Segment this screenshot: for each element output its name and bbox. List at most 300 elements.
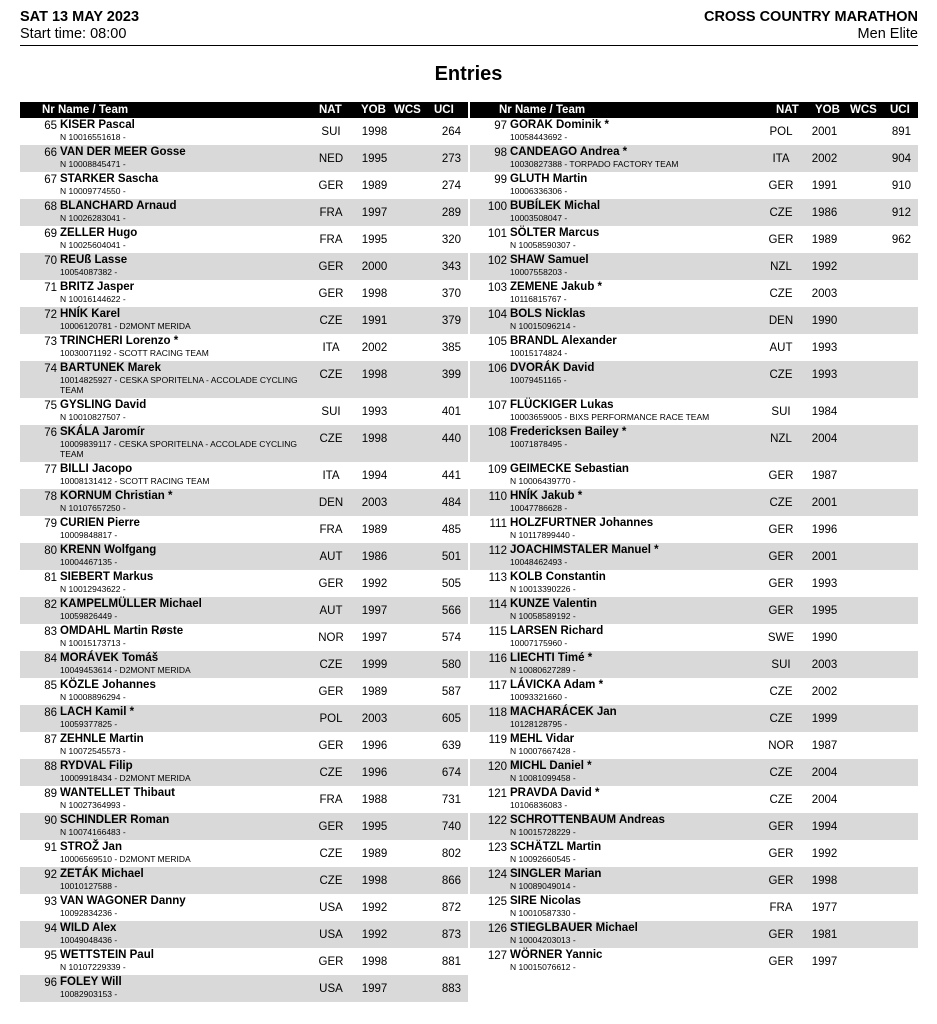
rider-name: ZELLER Hugo	[60, 227, 138, 239]
rider-uci-rank: 587	[441, 686, 461, 698]
table-row	[20, 651, 468, 678]
rider-name: LARSEN Richard	[510, 625, 604, 637]
rider-uci-rank: 385	[441, 342, 461, 354]
rider-nationality: GER	[318, 288, 344, 300]
rider-uci-id-team: 10003508047 -	[510, 213, 568, 223]
table-row	[470, 425, 918, 462]
rider-year-of-birth: 1994	[811, 821, 838, 833]
rider-nationality: DEN	[318, 497, 344, 509]
entry-number: 102	[487, 255, 507, 267]
entry-number: 118	[488, 707, 507, 719]
rider-uci-id-team: 10058443692 -	[510, 132, 568, 142]
table-row	[20, 867, 468, 894]
rider-name: KÖZLE Johannes	[60, 679, 156, 691]
rider-uci-id-team: 10014825927 - CESKA SPORITELNA - ACCOLADE CYCLING TEAM	[60, 375, 298, 395]
rider-uci-rank: 605	[441, 713, 461, 725]
entry-number: 113	[488, 572, 507, 584]
rider-name: LÁVICKA Adam *	[510, 679, 604, 691]
rider-uci-id-team: N 10025604041 -	[60, 240, 126, 250]
header-left	[20, 9, 139, 43]
entry-number: 111	[489, 518, 507, 530]
entries-table-right	[470, 102, 918, 975]
table-row	[20, 307, 468, 334]
entry-number: 97	[494, 120, 507, 132]
rider-nationality: GER	[768, 821, 794, 833]
rider-uci-rank: 484	[441, 497, 461, 509]
table-row	[470, 732, 918, 759]
entry-number: 122	[487, 815, 507, 827]
entry-number: 108	[487, 427, 507, 439]
entry-number: 120	[487, 761, 507, 773]
rider-uci-rank: 566	[441, 605, 461, 617]
rider-nationality: GER	[768, 929, 794, 941]
rider-nationality: GER	[768, 551, 794, 563]
table-row	[470, 398, 918, 425]
rider-name: GLUTH Martin	[510, 173, 588, 185]
rider-year-of-birth: 1998	[361, 369, 388, 381]
rider-nationality: FRA	[319, 794, 343, 806]
rider-uci-id-team: 10128128795 -	[510, 719, 568, 729]
entry-number: 110	[488, 491, 507, 503]
rider-year-of-birth: 1989	[361, 180, 388, 192]
rider-uci-id-team: 10009848817 -	[60, 530, 118, 540]
rider-year-of-birth: 1995	[361, 153, 388, 165]
rider-uci-id-team: N 10089049014 -	[510, 881, 576, 891]
rider-year-of-birth: 1999	[361, 659, 388, 671]
table-row	[470, 361, 918, 398]
entry-number: 69	[44, 228, 57, 240]
entry-number: 83	[44, 626, 57, 638]
rider-nationality: CZE	[319, 848, 343, 860]
rider-name: DVORÁK David	[510, 362, 595, 374]
header-nr-name: Nr Name / Team	[499, 104, 586, 116]
rider-year-of-birth: 1996	[361, 740, 388, 752]
rider-uci-id-team: 10082903153 -	[60, 989, 118, 999]
rider-name: KAMPELMÜLLER Michael	[60, 598, 202, 610]
table-row	[20, 975, 468, 1002]
rider-nationality: SUI	[771, 406, 791, 418]
rider-year-of-birth: 1999	[811, 713, 838, 725]
rider-uci-id-team: 10008131412 - SCOTT RACING TEAM	[60, 476, 210, 486]
rider-name: PRAVDA David *	[510, 787, 600, 799]
rider-name: FLÜCKIGER Lukas	[510, 399, 614, 411]
rider-uci-rank: 639	[441, 740, 461, 752]
table-row	[20, 948, 468, 975]
entry-number: 107	[487, 400, 507, 412]
entry-number: 82	[44, 599, 57, 611]
rider-nationality: FRA	[769, 902, 793, 914]
table-header	[470, 102, 918, 118]
table-row	[470, 516, 918, 543]
rider-year-of-birth: 1995	[811, 605, 838, 617]
table-row	[470, 226, 918, 253]
rider-nationality: GER	[768, 524, 794, 536]
header-yob: YOB	[815, 104, 840, 116]
rider-uci-rank: 802	[441, 848, 461, 860]
rider-year-of-birth: 1992	[361, 902, 388, 914]
table-row	[20, 489, 468, 516]
rider-name: STROŽ Jan	[60, 841, 122, 853]
rider-year-of-birth: 1995	[361, 821, 388, 833]
entry-number: 119	[488, 734, 507, 746]
rider-uci-id-team: N 10007667428 -	[510, 746, 576, 756]
rider-nationality: USA	[319, 929, 343, 941]
entry-number: 100	[487, 201, 507, 213]
rider-year-of-birth: 1993	[811, 578, 838, 590]
table-row	[20, 705, 468, 732]
rider-uci-id-team: N 10107657250 -	[60, 503, 126, 513]
rider-uci-id-team: 10092834236 -	[60, 908, 118, 918]
rider-nationality: GER	[768, 234, 794, 246]
rider-uci-rank: 731	[441, 794, 461, 806]
rider-year-of-birth: 1993	[361, 406, 388, 418]
entry-number: 90	[44, 815, 57, 827]
rider-name: SCHINDLER Roman	[60, 814, 170, 826]
rider-name: MICHL Daniel *	[510, 760, 592, 772]
rider-year-of-birth: 1998	[361, 956, 388, 968]
entry-number: 68	[44, 201, 57, 213]
table-row	[20, 462, 468, 489]
rider-uci-id-team: N 10006439770 -	[510, 476, 576, 486]
rider-year-of-birth: 1998	[361, 433, 388, 445]
table-row	[20, 199, 468, 226]
entry-number: 84	[44, 653, 57, 665]
rider-uci-id-team: 10006336306 -	[510, 186, 568, 196]
table-row	[470, 462, 918, 489]
rider-year-of-birth: 1986	[811, 207, 838, 219]
rider-name: BRANDL Alexander	[510, 335, 617, 347]
rider-uci-rank: 962	[891, 234, 911, 246]
rider-uci-rank: 440	[441, 433, 461, 445]
rider-year-of-birth: 1989	[361, 848, 388, 860]
rider-name: KORNUM Christian *	[60, 490, 173, 502]
rider-nationality: CZE	[319, 315, 343, 327]
rider-uci-id-team: 10093321660 -	[510, 692, 568, 702]
entry-number: 73	[44, 336, 57, 348]
rider-nationality: GER	[318, 180, 344, 192]
table-row	[470, 867, 918, 894]
header-wcs: WCS	[394, 104, 421, 116]
rider-uci-rank: 399	[441, 369, 461, 381]
rider-uci-id-team: 10007175960 -	[510, 638, 568, 648]
rider-uci-id-team: 10010127588 -	[60, 881, 118, 891]
table-row	[470, 813, 918, 840]
rider-uci-rank: 379	[441, 315, 461, 327]
rider-uci-id-team: N 10080627289 -	[510, 665, 576, 675]
entry-number: 76	[44, 427, 57, 439]
entry-number: 94	[44, 923, 57, 935]
rider-uci-rank: 912	[891, 207, 911, 219]
rider-nationality: GER	[768, 180, 794, 192]
rider-uci-id-team: 10054087382 -	[60, 267, 118, 277]
entry-number: 75	[44, 400, 57, 412]
rider-name: ZEHNLE Martin	[60, 733, 144, 745]
rider-name: WILD Alex	[60, 922, 117, 934]
rider-uci-id-team: 10009918434 - D2MONT MERIDA	[60, 773, 191, 783]
entry-number: 74	[44, 363, 57, 375]
table-row	[470, 597, 918, 624]
rider-nationality: GER	[318, 740, 344, 752]
rider-year-of-birth: 1977	[811, 902, 838, 914]
rider-nationality: GER	[768, 605, 794, 617]
table-header	[20, 102, 468, 118]
rider-name: SCHROTTENBAUM Andreas	[510, 814, 665, 826]
table-row	[20, 597, 468, 624]
table-row	[470, 948, 918, 975]
table-row	[470, 921, 918, 948]
header-nat: NAT	[776, 104, 799, 116]
table-row	[20, 840, 468, 867]
rider-nationality: SUI	[771, 659, 791, 671]
rider-year-of-birth: 2002	[361, 342, 388, 354]
rider-uci-rank: 904	[891, 153, 911, 165]
rider-uci-id-team: 10059377825 -	[60, 719, 118, 729]
rider-name: SINGLER Marian	[510, 868, 602, 880]
rider-year-of-birth: 1991	[361, 315, 388, 327]
rider-uci-id-team: N 10074166483 -	[60, 827, 126, 837]
entry-number: 126	[487, 923, 507, 935]
rows-left	[20, 118, 468, 1002]
rider-nationality: FRA	[319, 524, 343, 536]
entry-number: 127	[487, 950, 507, 962]
rider-nationality: POL	[769, 126, 793, 138]
rider-name: MEHL Vidar	[510, 733, 575, 745]
rider-nationality: CZE	[769, 497, 793, 509]
rider-uci-id-team: 10009839117 - CESKA SPORITELNA - ACCOLADE CYCLING TEAM	[60, 439, 298, 459]
rider-uci-id-team: N 10081099458 -	[510, 773, 576, 783]
rider-uci-id-team: 10106836083 -	[510, 800, 568, 810]
table-row	[470, 489, 918, 516]
rider-name: WETTSTEIN Paul	[60, 949, 154, 961]
entry-number: 114	[488, 599, 507, 611]
rider-year-of-birth: 2000	[361, 261, 388, 273]
rider-name: REUß Lasse	[60, 254, 128, 266]
rider-name: ZETÁK Michael	[60, 868, 144, 880]
rider-name: HNÍK Jakub *	[510, 490, 583, 502]
rider-uci-rank: 866	[441, 875, 461, 887]
rider-name: GEIMECKE Sebastian	[510, 463, 629, 475]
rider-year-of-birth: 1993	[811, 342, 838, 354]
rider-nationality: AUT	[319, 551, 343, 563]
entry-number: 86	[44, 707, 57, 719]
rider-nationality: CZE	[319, 433, 343, 445]
entry-number: 121	[487, 788, 507, 800]
entry-number: 92	[44, 869, 57, 881]
table-row	[470, 118, 918, 145]
rider-nationality: FRA	[319, 234, 343, 246]
rider-nationality: NED	[318, 153, 344, 165]
table-row	[20, 280, 468, 307]
event-title: CROSS COUNTRY MARATHON	[703, 9, 918, 25]
rider-uci-id-team: N 10015096214 -	[510, 321, 576, 331]
rider-uci-id-team: N 10016551618 -	[60, 132, 126, 142]
table-row	[20, 813, 468, 840]
table-row	[470, 651, 918, 678]
rider-year-of-birth: 1997	[361, 207, 388, 219]
rider-uci-id-team: 10030071192 - SCOTT RACING TEAM	[60, 348, 209, 358]
entry-number: 105	[487, 336, 507, 348]
rider-uci-rank: 401	[441, 406, 461, 418]
rider-year-of-birth: 1992	[811, 261, 838, 273]
rider-year-of-birth: 1993	[811, 369, 838, 381]
rider-name: BOLS Nicklas	[510, 308, 586, 320]
rider-uci-id-team: N 10015173713 -	[60, 638, 126, 648]
rider-nationality: CZE	[769, 288, 793, 300]
rider-year-of-birth: 2004	[811, 767, 838, 779]
table-row	[20, 334, 468, 361]
entries-table-left	[20, 102, 468, 1002]
entry-number: 93	[44, 896, 57, 908]
rider-uci-id-team: 10003659005 - BIXS PERFORMANCE RACE TEAM	[510, 412, 710, 422]
rider-year-of-birth: 1995	[361, 234, 388, 246]
table-row	[20, 253, 468, 280]
rider-nationality: SUI	[321, 406, 341, 418]
rider-year-of-birth: 2004	[811, 794, 838, 806]
rider-nationality: ITA	[322, 342, 340, 354]
rider-year-of-birth: 1981	[811, 929, 838, 941]
table-row	[470, 253, 918, 280]
start-time: Start time: 08:00	[20, 26, 127, 42]
rider-nationality: GER	[768, 470, 794, 482]
rider-year-of-birth: 1987	[811, 470, 838, 482]
rider-nationality: CZE	[769, 767, 793, 779]
rider-uci-id-team: 10048462493 -	[510, 557, 568, 567]
rider-uci-id-team: N 10012943622 -	[60, 584, 126, 594]
rider-nationality: CZE	[769, 686, 793, 698]
rider-name: VAN WAGONER Danny	[60, 895, 186, 907]
table-row	[470, 624, 918, 651]
event-category: Men Elite	[857, 26, 918, 42]
header-uci: UCI	[890, 104, 910, 116]
rider-year-of-birth: 1997	[811, 956, 838, 968]
table-row	[20, 786, 468, 813]
table-row	[20, 732, 468, 759]
entry-number: 96	[44, 977, 57, 989]
rider-name: FOLEY Will	[60, 976, 122, 988]
rider-name: LACH Kamil *	[60, 706, 135, 718]
rider-year-of-birth: 2004	[811, 433, 838, 445]
rider-name: SKÁLA Jaromír	[60, 426, 145, 438]
entry-number: 106	[487, 363, 507, 375]
rider-uci-id-team: N 10058589192 -	[510, 611, 576, 621]
rider-year-of-birth: 1998	[361, 875, 388, 887]
table-row	[20, 361, 468, 398]
rider-name: ZEMENE Jakub *	[510, 281, 603, 293]
rider-uci-id-team: N 10107229339 -	[60, 962, 126, 972]
rider-uci-rank: 441	[441, 470, 461, 482]
rider-uci-id-team: 10049453614 - D2MONT MERIDA	[60, 665, 191, 675]
entry-number: 123	[487, 842, 507, 854]
entry-number: 117	[488, 680, 507, 692]
rider-year-of-birth: 1991	[811, 180, 838, 192]
table-row	[470, 759, 918, 786]
rider-nationality: CZE	[319, 767, 343, 779]
table-row	[470, 199, 918, 226]
rider-name: TRINCHERI Lorenzo *	[60, 335, 179, 347]
rider-year-of-birth: 2001	[811, 497, 838, 509]
rider-name: KRENN Wolfgang	[60, 544, 157, 556]
rider-name: OMDAHL Martin Røste	[60, 625, 184, 637]
rider-name: MACHARÁCEK Jan	[510, 706, 617, 718]
rider-year-of-birth: 2001	[811, 126, 838, 138]
rider-year-of-birth: 2002	[811, 686, 838, 698]
rider-uci-id-team: N 10009774550 -	[60, 186, 126, 196]
rider-uci-id-team: N 10072545573 -	[60, 746, 126, 756]
rider-name: Fredericksen Bailey *	[510, 426, 627, 438]
table-row	[20, 921, 468, 948]
rider-nationality: CZE	[769, 794, 793, 806]
table-row	[470, 334, 918, 361]
rider-uci-id-team: 10071878495 -	[510, 439, 568, 449]
rider-uci-id-team: 10049048436 -	[60, 935, 118, 945]
rider-uci-rank: 674	[441, 767, 461, 779]
rider-uci-id-team: 10047786628 -	[510, 503, 568, 513]
rider-name: BRITZ Jasper	[60, 281, 135, 293]
rider-nationality: ITA	[322, 470, 340, 482]
page-title: Entries	[434, 63, 503, 85]
rider-year-of-birth: 1986	[361, 551, 388, 563]
rider-year-of-birth: 1990	[811, 632, 838, 644]
rider-year-of-birth: 1994	[361, 470, 388, 482]
rider-year-of-birth: 1996	[361, 767, 388, 779]
rider-nationality: CZE	[769, 207, 793, 219]
rider-name: HOLZFURTNER Johannes	[510, 517, 654, 529]
table-row	[20, 894, 468, 921]
entry-number: 87	[44, 734, 57, 746]
rider-name: GORAK Dominik *	[510, 119, 610, 131]
table-row	[20, 570, 468, 597]
table-row	[470, 894, 918, 921]
rider-name: BUBÍLEK Michal	[510, 200, 601, 212]
rider-uci-id-team: 10006569510 - D2MONT MERIDA	[60, 854, 191, 864]
rider-uci-id-team: N 10027364993 -	[60, 800, 126, 810]
rider-nationality: CZE	[319, 659, 343, 671]
table-row	[470, 705, 918, 732]
rider-year-of-birth: 1989	[811, 234, 838, 246]
rider-name: STARKER Sascha	[60, 173, 159, 185]
rider-name: KISER Pascal	[60, 119, 135, 131]
table-row	[20, 543, 468, 570]
rider-name: LIECHTI Timé *	[510, 652, 593, 664]
rider-nationality: CZE	[319, 875, 343, 887]
rider-nationality: USA	[319, 902, 343, 914]
rider-uci-rank: 505	[441, 578, 461, 590]
rider-uci-id-team: 10059826449 -	[60, 611, 118, 621]
header-divider	[20, 45, 918, 46]
entry-number: 116	[488, 653, 507, 665]
rider-year-of-birth: 1992	[361, 929, 388, 941]
rider-uci-rank: 343	[441, 261, 461, 273]
table-row	[20, 759, 468, 786]
rider-uci-rank: 910	[891, 180, 911, 192]
rider-name: SCHÄTZL Martin	[510, 841, 602, 853]
rider-uci-id-team: N 10015728229 -	[510, 827, 576, 837]
rider-nationality: GER	[318, 956, 344, 968]
rider-uci-id-team: N 10004203013 -	[510, 935, 576, 945]
table-row	[470, 678, 918, 705]
rider-name: SÖLTER Marcus	[510, 227, 600, 239]
table-row	[470, 280, 918, 307]
rider-uci-rank: 891	[891, 126, 911, 138]
header-right	[704, 9, 918, 43]
rider-year-of-birth: 1997	[361, 632, 388, 644]
rider-year-of-birth: 1987	[811, 740, 838, 752]
entry-number: 77	[44, 464, 57, 476]
rider-name: JOACHIMSTALER Manuel *	[510, 544, 659, 556]
rider-uci-id-team: N 10092660545 -	[510, 854, 576, 864]
rider-uci-id-team: 10007558203 -	[510, 267, 568, 277]
rider-nationality: GER	[768, 848, 794, 860]
